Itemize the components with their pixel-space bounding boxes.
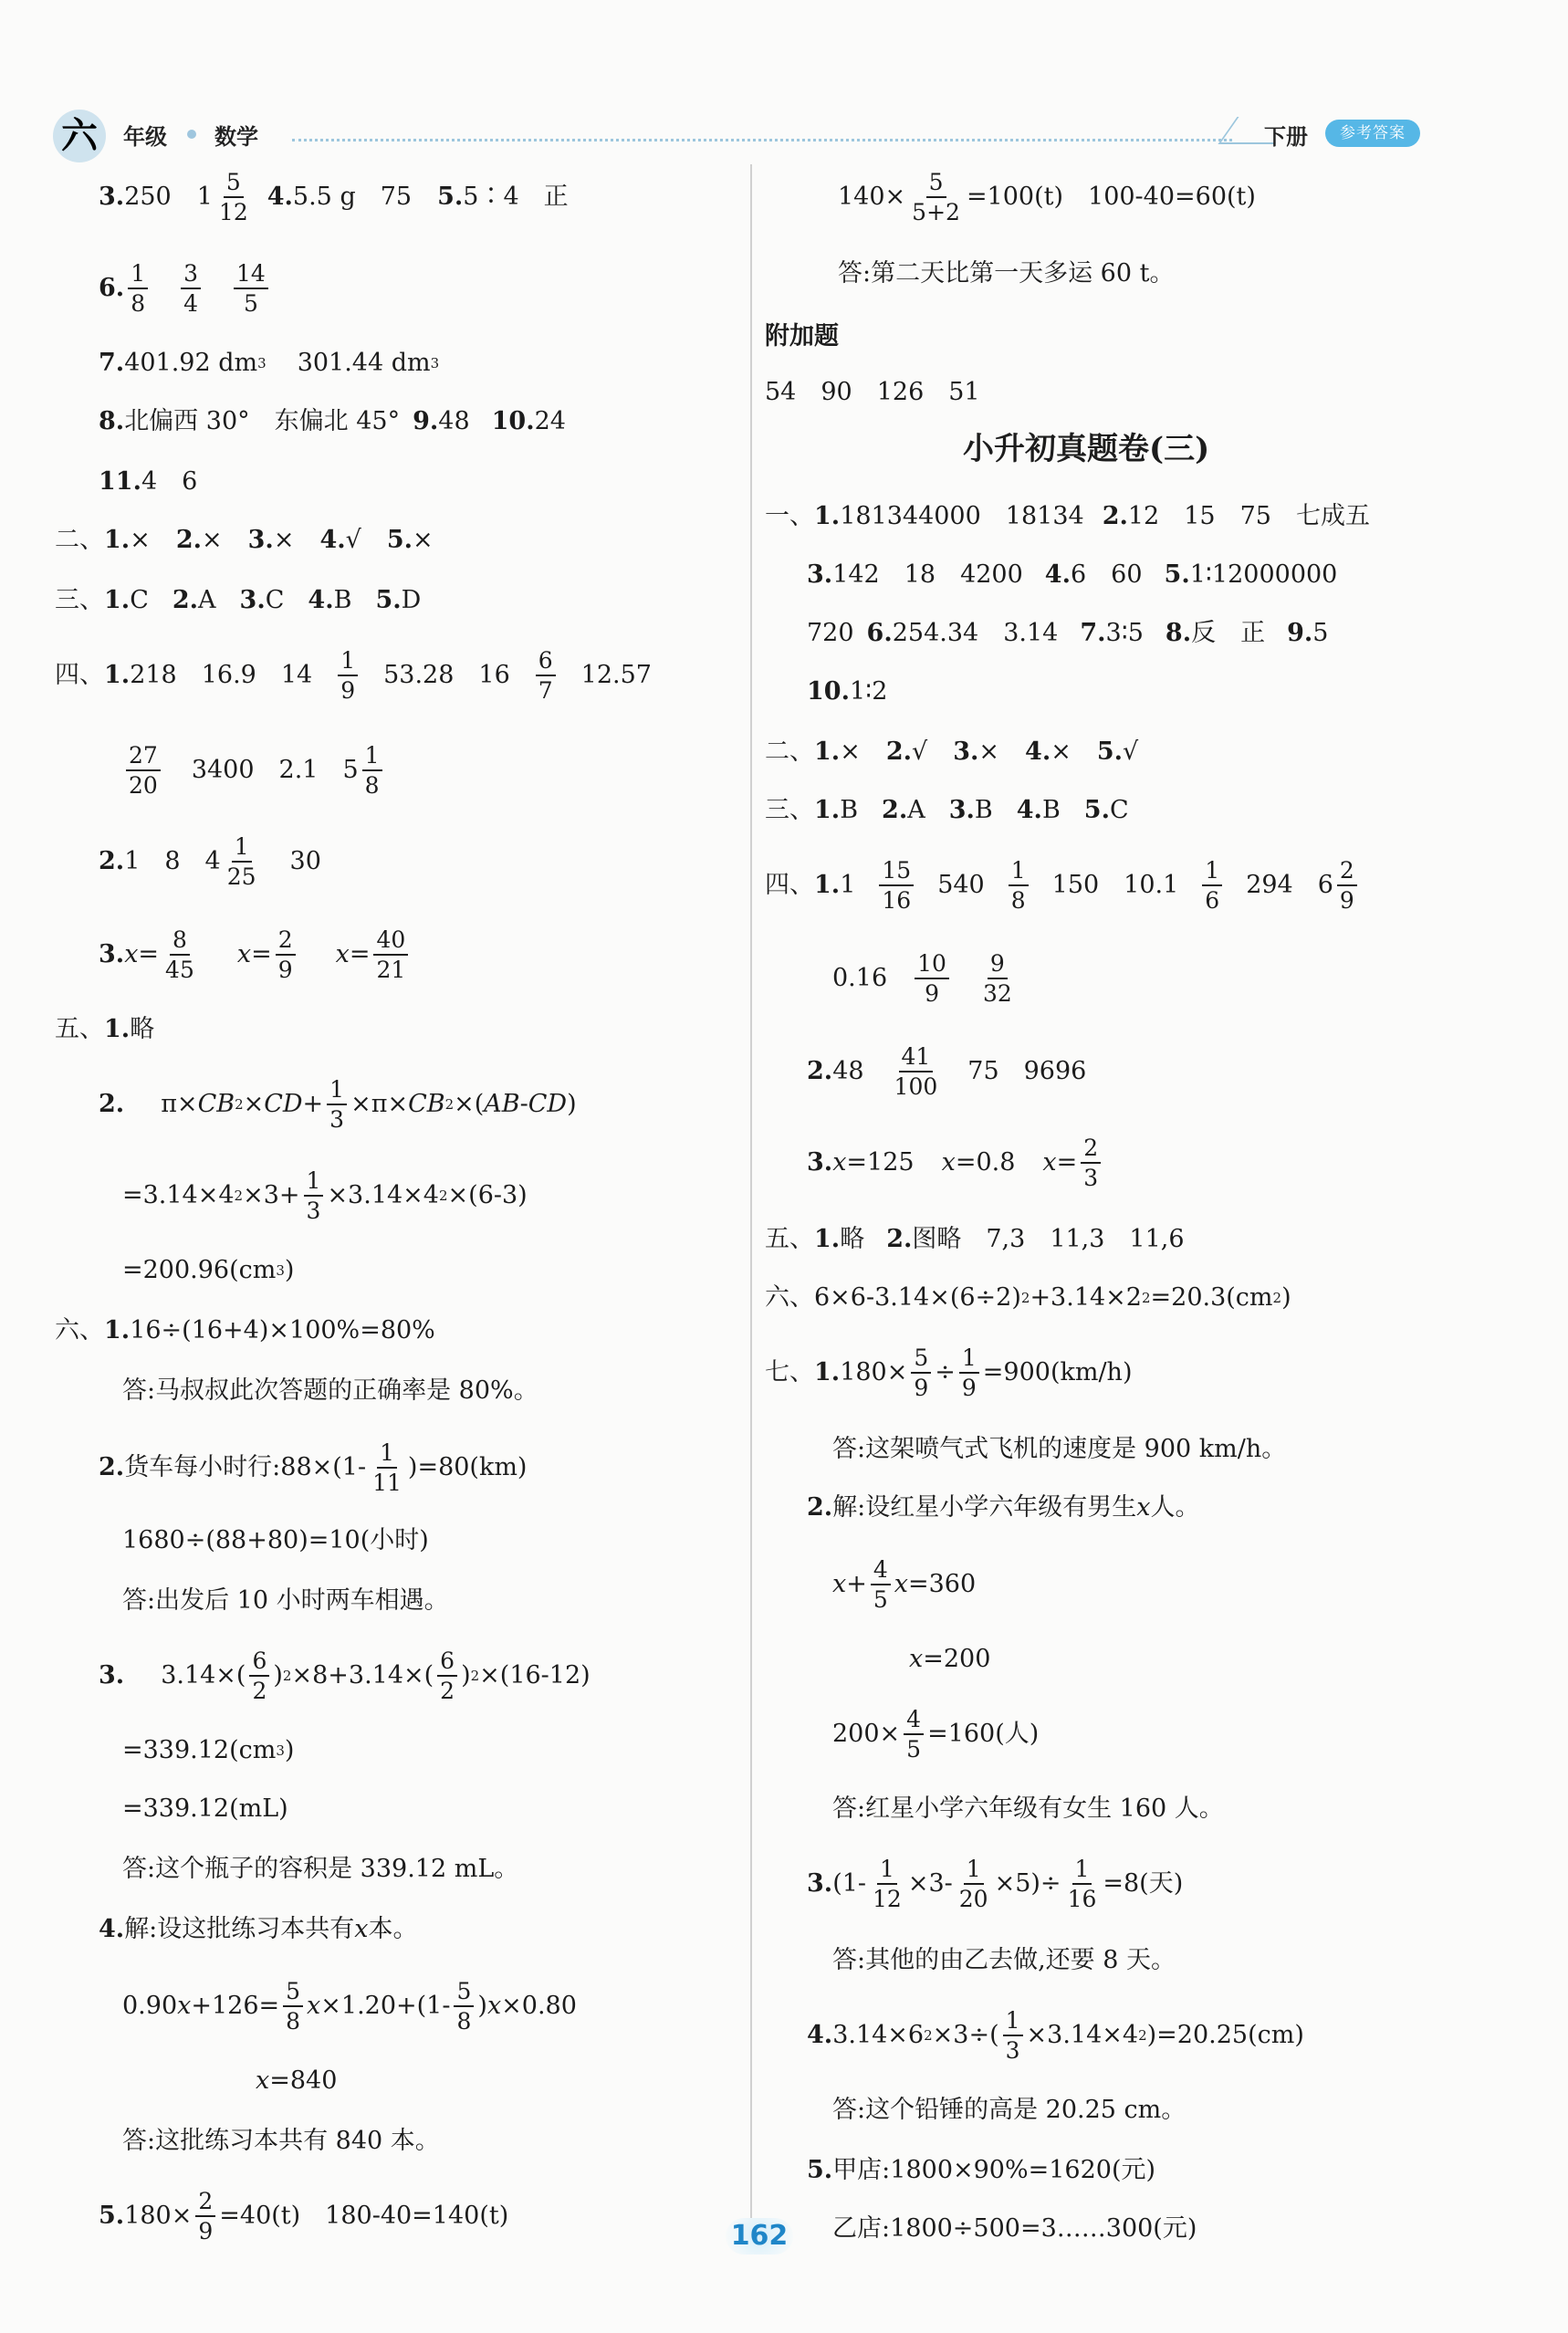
fraction: 1 11	[372, 1439, 402, 1496]
fraction: 6 2	[249, 1649, 269, 1702]
answer-text: 5.5 g 75	[292, 183, 413, 211]
answer-line: 4. 解:设这批练习本共有 x 本。	[99, 1915, 418, 1943]
answer-line: x =200	[909, 1645, 991, 1673]
section-heading: 六、	[55, 1316, 104, 1344]
fraction: $\frac{8}{45}$	[165, 926, 194, 983]
section-heading: 二、	[765, 738, 814, 766]
fraction: 5 8	[454, 1980, 474, 2033]
answer-line: 二、 1. × 2. √ 3. × 4. × 5. √	[765, 736, 1138, 769]
item-number: 7.	[99, 349, 125, 377]
fraction: $\frac{2}{9}$	[195, 2190, 215, 2243]
answer-line: 140× $\frac{5}{5+2}$ =100(t) 100-40=60(t)	[838, 169, 1256, 225]
item-number: 4.	[267, 183, 293, 211]
fraction: $\frac{4}{5}$	[871, 1558, 891, 1611]
answer-line: 3. x = $\frac{8}{45}$ x = $\frac{2}{9}$ x = $\frac{40}{21}$	[99, 938, 412, 971]
fraction: 1 6	[1202, 859, 1222, 912]
answer-line: 7. 401.92 dm 3 301.44 dm 3	[99, 347, 439, 380]
fraction: $\frac{1}{9}$	[959, 1346, 979, 1399]
section-heading: 三、	[55, 586, 104, 614]
answer-line: =339.12(cm 3 )	[122, 1736, 295, 1764]
answer-line: 3. 3.14×( 6 2 ) 2 ×8+3.14×( 6 2 ) 2 ×(16-12)	[99, 1648, 591, 1704]
grade-label: 年级	[123, 124, 167, 150]
answer-line: 六、 1. 16÷(16+4)×100%=80%	[55, 1314, 435, 1347]
volume-label: 下册	[1264, 124, 1308, 150]
answer-line: 答:这个铅锤的高是 20.25 cm。	[832, 2096, 1186, 2124]
answer-line: =3.14×4 2 ×3+ $\frac{1}{3}$ ×3.14×4 2 ×(6-3)	[122, 1167, 528, 1224]
answer-line: 三、 1. B 2. A 3. B 4. B 5. C	[765, 794, 1129, 827]
fraction: $\frac{1}{3}$	[304, 1169, 324, 1222]
section-heading: 一、	[765, 502, 814, 530]
answer-line: 0.90 x +126= $\frac{5}{8}$ x ×1.20+(1- 5 8 ) x ×0.80	[122, 1978, 577, 2035]
page-number: 162	[726, 2218, 793, 2255]
item-number: 10.	[491, 407, 535, 435]
fraction: 2 9	[1337, 859, 1357, 912]
answer-line: 2. 解:设红星小学六年级有男生 x 人。	[807, 1493, 1200, 1522]
answer-line: 2. 货车每小时行:88×(1- 1 11 )=80(km)	[99, 1439, 528, 1496]
fraction: 1 8	[1009, 859, 1029, 912]
answer-line: x + $\frac{4}{5}$ x =360	[832, 1556, 977, 1613]
section-heading: 四、	[765, 871, 814, 899]
answer-line	[99, 169, 569, 225]
section-heading: 五、	[55, 1015, 104, 1043]
fraction: $\frac{1}{12}$	[873, 1856, 902, 1912]
fraction: $\frac{1}{3}$	[1003, 2009, 1023, 2062]
answer-text: 北偏西 30° 东偏北 45°	[124, 407, 401, 435]
answer-line: 3. (1- $\frac{1}{12}$ ×3- $\frac{1}{20}$ ×5)÷ $\frac{1}{16}$ =8(天)	[807, 1856, 1184, 1912]
item-number: 5.	[437, 183, 464, 211]
item-number: 11.	[99, 467, 141, 496]
answer-text: 401.92 dm	[124, 349, 258, 377]
answer-line: x =840	[256, 2066, 338, 2095]
fraction: 6 7	[536, 649, 556, 702]
fraction: 27 20	[126, 744, 161, 797]
fraction: $\frac{2}{9}$	[276, 928, 296, 981]
answer-key-badge: 参考答案	[1325, 120, 1420, 147]
answer-line: 四、 1. 1 15 16 540 1 8 150 10.1 1 6 294 6 2 9	[765, 869, 1361, 902]
fraction: 9 32	[982, 950, 1012, 1007]
fraction: 10 9	[915, 952, 949, 1005]
answer-line: 答:出发后 10 小时两车相遇。	[122, 1586, 449, 1615]
section-heading: 二、	[55, 526, 104, 554]
answer-text: 24	[534, 407, 566, 435]
answer-line: =200.96(cm 3 )	[122, 1256, 295, 1284]
fraction: 6 2	[437, 1649, 457, 1702]
page-header	[0, 0, 1568, 164]
header-rule	[292, 139, 1232, 141]
answer-line: 答:这架喷气式飞机的速度是 900 km/h。	[832, 1435, 1287, 1463]
section-heading: 四、	[55, 661, 104, 689]
answer-line: 答:红星小学六年级有女生 160 人。	[832, 1794, 1224, 1823]
grade-badge: 六	[53, 110, 106, 162]
answer-line	[99, 466, 197, 498]
fraction: 14 5	[234, 262, 268, 315]
fraction: $\frac{5}{8}$	[283, 1980, 303, 2033]
answer-line: 答:其他的由乙去做,还要 8 天。	[832, 1946, 1176, 1974]
answer-line: 720 6. 254.34 3.14 7. 3∶5 8. 反 正 9. 5	[807, 619, 1329, 647]
section-title: 小升初真题卷(三)	[963, 431, 1210, 467]
item-number: 6.	[99, 274, 125, 302]
fraction: 41 100	[894, 1043, 938, 1100]
fraction: $\frac{1}{20}$	[958, 1856, 988, 1912]
answer-line: 200× $\frac{4}{5}$ =160(人)	[832, 1706, 1040, 1763]
fraction: $\frac{2}{3}$	[1081, 1136, 1101, 1189]
answer-line: =339.12(mL)	[122, 1794, 288, 1823]
answer-line	[99, 405, 566, 438]
answer-text: 250	[124, 183, 172, 211]
fraction: $\frac{1}{3}$	[327, 1078, 347, 1131]
answer-line: 3. 142 18 4200 4. 6 60 5. 1∶12000000	[807, 560, 1338, 589]
answer-line: 答:第二天比第一天多运 60 t。	[838, 259, 1175, 288]
section-heading: 五、	[765, 1225, 814, 1253]
fraction: $\frac{40}{21}$	[373, 928, 408, 981]
header-dot	[187, 130, 196, 139]
answer-text: 1	[196, 183, 213, 211]
answer-text: 5∶4 正	[463, 183, 569, 211]
item-number: 9.	[413, 407, 439, 435]
fraction: $\frac{1}{16}$	[1067, 1856, 1097, 1912]
answer-line: 乙店:1800÷500=3……300(元)	[832, 2214, 1197, 2243]
answer-line: 答:马叔叔此次答题的正确率是 80%。	[122, 1376, 538, 1405]
answer-line: 1680÷(88+80)=10(小时)	[122, 1526, 429, 1554]
answer-line: 0.16 10 9 9 32	[832, 962, 1019, 995]
answer-line: 5. 180× $\frac{2}{9}$ =40(t) 180-40=140(t)	[99, 2188, 509, 2244]
fraction: 15 16	[879, 859, 914, 912]
answer-line: 5. 甲店:1800×90%=1620(元)	[807, 2156, 1156, 2184]
answer-line	[99, 260, 272, 317]
item-number: 8.	[99, 407, 125, 435]
answer-text: 4 6	[141, 467, 198, 496]
column-divider	[750, 164, 752, 2236]
item-number: 3.	[99, 183, 125, 211]
answer-line: 54 90 126 51	[765, 378, 980, 406]
answer-line: 10. 1∶2	[807, 677, 888, 706]
fraction: $\frac{5}{9}$	[911, 1346, 931, 1399]
fraction: 5 12	[218, 169, 248, 225]
fraction: 1 25	[226, 833, 256, 890]
answer-text: 48	[438, 407, 470, 435]
bonus-heading: 附加题	[765, 322, 839, 350]
answer-line: 27 20 3400 2.1 5 1 8	[122, 754, 386, 787]
answer-line: 七、 1. 180× $\frac{5}{9}$ ÷ $\frac{1}{9}$ =900(km/h)	[765, 1344, 1133, 1401]
fraction: 1 9	[338, 649, 358, 702]
fraction: 3 4	[181, 262, 201, 315]
answer-line: 二、 1. × 2. × 3. × 4. √ 5. ×	[55, 524, 434, 557]
answer-line: 四、 1. 218 16.9 14 1 9 53.28 16 6 7 12.57	[55, 647, 652, 704]
answer-line: 五、 1. 略 2. 图略 7,3 11,3 11,6	[765, 1223, 1185, 1256]
answer-line: 三、 1. C 2. A 3. C 4. B 5. D	[55, 584, 421, 617]
answer-line: 六、 6×6-3.14×(6÷2) 2 +3.14×2 2 =20.3(cm 2 )	[765, 1282, 1291, 1314]
section-heading: 七、	[765, 1358, 814, 1386]
answer-text: 301.44 dm	[297, 349, 431, 377]
answer-line: 3. x =125 x =0.8 x = $\frac{2}{3}$	[807, 1146, 1104, 1179]
fraction: $\frac{4}{5}$	[904, 1708, 924, 1761]
answer-line: 2. 1 8 4 1 25 30	[99, 833, 321, 890]
answer-line: 4. 3.14×6 2 ×3÷( $\frac{1}{3}$ ×3.14×4 2 )=20.25(cm)	[807, 2007, 1304, 2064]
answer-line: 2. π× CB 2 × CD + $\frac{1}{3}$ ×π× CB 2 ×( AB - CD )	[99, 1076, 577, 1133]
subject-label: 数学	[214, 124, 258, 150]
section-heading: 三、	[765, 796, 814, 824]
fraction: 1 8	[362, 744, 382, 797]
fraction: 1 8	[128, 262, 148, 315]
answer-line: 答:这个瓶子的容积是 339.12 mL。	[122, 1855, 519, 1883]
answer-line: 答:这批练习本共有 840 本。	[122, 2127, 440, 2155]
answer-line: 2. 48 41 100 75 9696	[807, 1043, 1087, 1100]
section-heading: 六、	[765, 1283, 814, 1312]
fraction: $\frac{5}{5+2}$	[912, 169, 960, 225]
answer-line: 一、 1. 181344000 18134 2. 12 15 75 七成五	[765, 500, 1370, 533]
answer-line: 五、 1. 略	[55, 1013, 154, 1046]
